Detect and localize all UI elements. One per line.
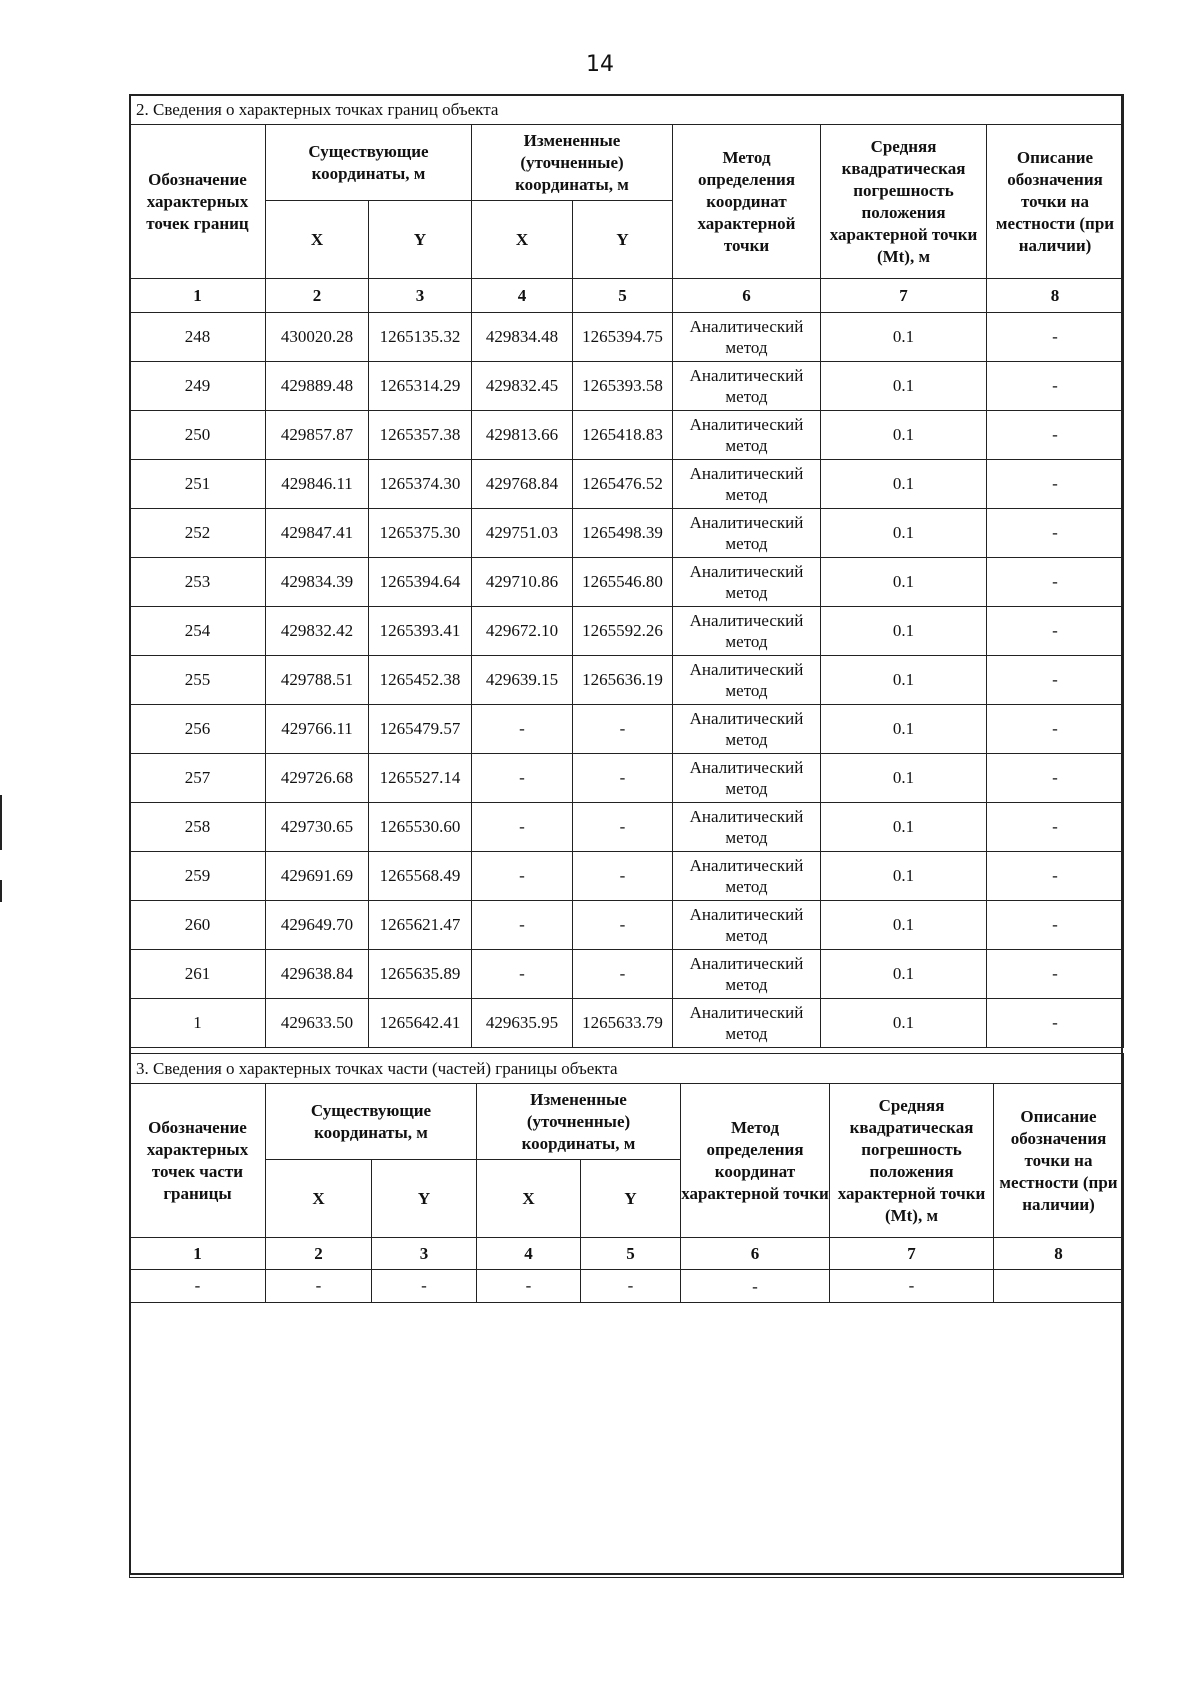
table-row: [130, 656, 1124, 705]
cell-changed-y: -: [573, 705, 673, 754]
cell-point: 258: [130, 803, 266, 852]
cell-description: -: [987, 901, 1124, 950]
cell-error: 0.1: [821, 607, 987, 656]
column-number: 7: [821, 279, 987, 313]
cell-existing-y: 1265568.49: [369, 852, 472, 901]
cell-method: Аналитический метод: [673, 754, 821, 803]
column-number: 6: [673, 279, 821, 313]
header-description: Описание обозначения точки на местности (при наличии): [987, 125, 1124, 279]
cell-existing-y: 1265635.89: [369, 950, 472, 999]
cell-point: 256: [130, 705, 266, 754]
cell-existing-y: 1265452.38: [369, 656, 472, 705]
cell-changed-y: -: [573, 950, 673, 999]
cell-description: -: [987, 558, 1124, 607]
cell-existing-y: 1265394.64: [369, 558, 472, 607]
cell-method: Аналитический метод: [673, 460, 821, 509]
table-row: [130, 852, 1124, 901]
cell-changed-x: -: [472, 803, 573, 852]
scan-margin-mark: [0, 880, 2, 902]
cell-method: Аналитический метод: [673, 705, 821, 754]
table-section-2: [129, 94, 1124, 1048]
cell-existing-x: 429889.48: [266, 362, 369, 411]
cell-existing-x: 429726.68: [266, 754, 369, 803]
cell-method: Аналитический метод: [673, 803, 821, 852]
cell-existing-x: 429691.69: [266, 852, 369, 901]
column-number: 2: [266, 1238, 372, 1270]
cell-existing-x: 429847.41: [266, 509, 369, 558]
section-2-title: 2. Сведения о характерных точках границ объекта: [130, 95, 1124, 125]
cell-existing-x: 429846.11: [266, 460, 369, 509]
cell-changed-y: -: [573, 901, 673, 950]
cell-error: 0.1: [821, 460, 987, 509]
cell-point: 1: [130, 999, 266, 1048]
header-changed-coordinates: Измененные (уточненные) координаты, м: [477, 1084, 681, 1160]
cell-changed-y: -: [573, 852, 673, 901]
cell-existing-y: -: [372, 1270, 477, 1303]
cell-changed-y: 1265476.52: [573, 460, 673, 509]
header-changed-y: Y: [573, 201, 673, 279]
cell-point: 249: [130, 362, 266, 411]
header-changed-x: X: [477, 1160, 581, 1238]
cell-description: -: [987, 803, 1124, 852]
cell-changed-x: 429672.10: [472, 607, 573, 656]
header-description: Описание обозначения точки на местности (при наличии): [994, 1084, 1124, 1238]
cell-existing-x: 429730.65: [266, 803, 369, 852]
header-error: Средняя квадратическая погрешность положения характерной точки (Mt), м: [830, 1084, 994, 1238]
column-number: 7: [830, 1238, 994, 1270]
cell-existing-y: 1265621.47: [369, 901, 472, 950]
cell-existing-x: 429766.11: [266, 705, 369, 754]
cell-point: 255: [130, 656, 266, 705]
cell-description: -: [987, 460, 1124, 509]
cell-existing-x: 429832.42: [266, 607, 369, 656]
cell-description: -: [987, 754, 1124, 803]
column-number: 5: [581, 1238, 681, 1270]
cell-changed-x: -: [477, 1270, 581, 1303]
column-number: 4: [477, 1238, 581, 1270]
cell-point: 261: [130, 950, 266, 999]
header-existing-y: Y: [372, 1160, 477, 1238]
cell-error: 0.1: [821, 313, 987, 362]
cell-method: Аналитический метод: [673, 901, 821, 950]
cell-method: Аналитический метод: [673, 607, 821, 656]
empty-area: [130, 1303, 1124, 1578]
table-section-3: [129, 1053, 1124, 1578]
header-method: Метод определения координат характерной точки: [673, 125, 821, 279]
cell-changed-y: -: [573, 803, 673, 852]
cell-method: Аналитический метод: [673, 411, 821, 460]
page-number: 14: [586, 52, 614, 77]
cell-error: 0.1: [821, 999, 987, 1048]
header-method: Метод определения координат характерной точки: [681, 1084, 830, 1238]
table-row: [130, 558, 1124, 607]
table-row: [130, 362, 1124, 411]
cell-point: 252: [130, 509, 266, 558]
column-number: 1: [130, 1238, 266, 1270]
cell-changed-y: -: [581, 1270, 681, 1303]
cell-changed-y: 1265498.39: [573, 509, 673, 558]
cell-existing-y: 1265375.30: [369, 509, 472, 558]
column-number: 1: [130, 279, 266, 313]
header-point-designation: Обозначение характерных точек границ: [130, 125, 266, 279]
cell-existing-x: 430020.28: [266, 313, 369, 362]
cell-method: Аналитический метод: [673, 362, 821, 411]
cell-method: Аналитический метод: [673, 999, 821, 1048]
cell-changed-y: 1265636.19: [573, 656, 673, 705]
header-changed-coordinates: Измененные (уточненные) координаты, м: [472, 125, 673, 201]
cell-error: 0.1: [821, 362, 987, 411]
header-point-designation: Обозначение характерных точек части границы: [130, 1084, 266, 1238]
table-row: [130, 999, 1124, 1048]
cell-existing-y: 1265314.29: [369, 362, 472, 411]
cell-error: 0.1: [821, 803, 987, 852]
section-3-title: 3. Сведения о характерных точках части (частей) границы объекта: [130, 1054, 1124, 1084]
header-existing-x: X: [266, 1160, 372, 1238]
cell-changed-y: -: [573, 754, 673, 803]
column-number: 3: [369, 279, 472, 313]
column-number: 4: [472, 279, 573, 313]
cell-existing-x: -: [266, 1270, 372, 1303]
cell-point: 250: [130, 411, 266, 460]
column-number: 2: [266, 279, 369, 313]
cell-description: -: [987, 313, 1124, 362]
cell-description: [994, 1270, 1124, 1303]
cell-existing-y: 1265530.60: [369, 803, 472, 852]
header-existing-coordinates: Существующие координаты, м: [266, 125, 472, 201]
cell-changed-x: 429832.45: [472, 362, 573, 411]
column-number: 5: [573, 279, 673, 313]
column-number: 8: [994, 1238, 1124, 1270]
cell-method: Аналитический метод: [673, 558, 821, 607]
cell-existing-y: 1265393.41: [369, 607, 472, 656]
cell-changed-y: 1265418.83: [573, 411, 673, 460]
column-number: 8: [987, 279, 1124, 313]
cell-description: -: [987, 950, 1124, 999]
cell-point: 260: [130, 901, 266, 950]
cell-description: -: [987, 607, 1124, 656]
table-row: [130, 1270, 1124, 1303]
cell-existing-x: 429788.51: [266, 656, 369, 705]
cell-changed-x: 429635.95: [472, 999, 573, 1048]
cell-existing-y: 1265527.14: [369, 754, 472, 803]
cell-existing-y: 1265642.41: [369, 999, 472, 1048]
cell-changed-x: 429710.86: [472, 558, 573, 607]
cell-description: -: [987, 411, 1124, 460]
cell-existing-y: 1265357.38: [369, 411, 472, 460]
header-existing-x: X: [266, 201, 369, 279]
cell-error: 0.1: [821, 558, 987, 607]
table-row: [130, 803, 1124, 852]
cell-changed-x: 429639.15: [472, 656, 573, 705]
cell-existing-x: 429649.70: [266, 901, 369, 950]
table-row: [130, 901, 1124, 950]
scan-margin-mark: [0, 795, 2, 850]
table-row: [130, 460, 1124, 509]
header-error: Средняя квадратическая погрешность положения характерной точки (Mt), м: [821, 125, 987, 279]
table-row: [130, 754, 1124, 803]
cell-point: 251: [130, 460, 266, 509]
cell-description: -: [987, 999, 1124, 1048]
cell-changed-x: 429751.03: [472, 509, 573, 558]
table-row: [130, 705, 1124, 754]
cell-existing-x: 429633.50: [266, 999, 369, 1048]
table-row: [130, 313, 1124, 362]
cell-error: 0.1: [821, 411, 987, 460]
cell-method: Аналитический метод: [673, 509, 821, 558]
cell-method: -: [681, 1270, 830, 1303]
column-number: 6: [681, 1238, 830, 1270]
cell-changed-x: -: [472, 754, 573, 803]
cell-existing-x: 429638.84: [266, 950, 369, 999]
cell-description: -: [987, 362, 1124, 411]
header-existing-y: Y: [369, 201, 472, 279]
cell-changed-x: 429834.48: [472, 313, 573, 362]
table-row: [130, 411, 1124, 460]
cell-point: 248: [130, 313, 266, 362]
cell-existing-x: 429857.87: [266, 411, 369, 460]
cell-changed-x: -: [472, 950, 573, 999]
cell-existing-x: 429834.39: [266, 558, 369, 607]
column-number: 3: [372, 1238, 477, 1270]
cell-description: -: [987, 509, 1124, 558]
header-changed-x: X: [472, 201, 573, 279]
table-row: [130, 509, 1124, 558]
header-changed-y: Y: [581, 1160, 681, 1238]
cell-changed-x: 429768.84: [472, 460, 573, 509]
header-existing-coordinates: Существующие координаты, м: [266, 1084, 477, 1160]
cell-changed-y: 1265394.75: [573, 313, 673, 362]
cell-error: 0.1: [821, 509, 987, 558]
cell-error: 0.1: [821, 754, 987, 803]
cell-existing-y: 1265135.32: [369, 313, 472, 362]
cell-method: Аналитический метод: [673, 950, 821, 999]
cell-existing-y: 1265479.57: [369, 705, 472, 754]
cell-point: -: [130, 1270, 266, 1303]
cell-existing-y: 1265374.30: [369, 460, 472, 509]
cell-description: -: [987, 852, 1124, 901]
cell-error: -: [830, 1270, 994, 1303]
cell-description: -: [987, 656, 1124, 705]
cell-changed-y: 1265546.80: [573, 558, 673, 607]
cell-changed-y: 1265393.58: [573, 362, 673, 411]
cell-error: 0.1: [821, 852, 987, 901]
empty-cell: [130, 1303, 1124, 1578]
cell-changed-x: 429813.66: [472, 411, 573, 460]
cell-changed-y: 1265592.26: [573, 607, 673, 656]
cell-error: 0.1: [821, 901, 987, 950]
cell-point: 259: [130, 852, 266, 901]
table-row: [130, 950, 1124, 999]
cell-error: 0.1: [821, 705, 987, 754]
cell-method: Аналитический метод: [673, 656, 821, 705]
cell-error: 0.1: [821, 950, 987, 999]
cell-changed-x: -: [472, 852, 573, 901]
cell-changed-x: -: [472, 705, 573, 754]
cell-changed-x: -: [472, 901, 573, 950]
cell-changed-y: 1265633.79: [573, 999, 673, 1048]
cell-point: 254: [130, 607, 266, 656]
cell-method: Аналитический метод: [673, 313, 821, 362]
cell-description: -: [987, 705, 1124, 754]
cell-error: 0.1: [821, 656, 987, 705]
cell-method: Аналитический метод: [673, 852, 821, 901]
cell-point: 257: [130, 754, 266, 803]
cell-point: 253: [130, 558, 266, 607]
table-row: [130, 607, 1124, 656]
